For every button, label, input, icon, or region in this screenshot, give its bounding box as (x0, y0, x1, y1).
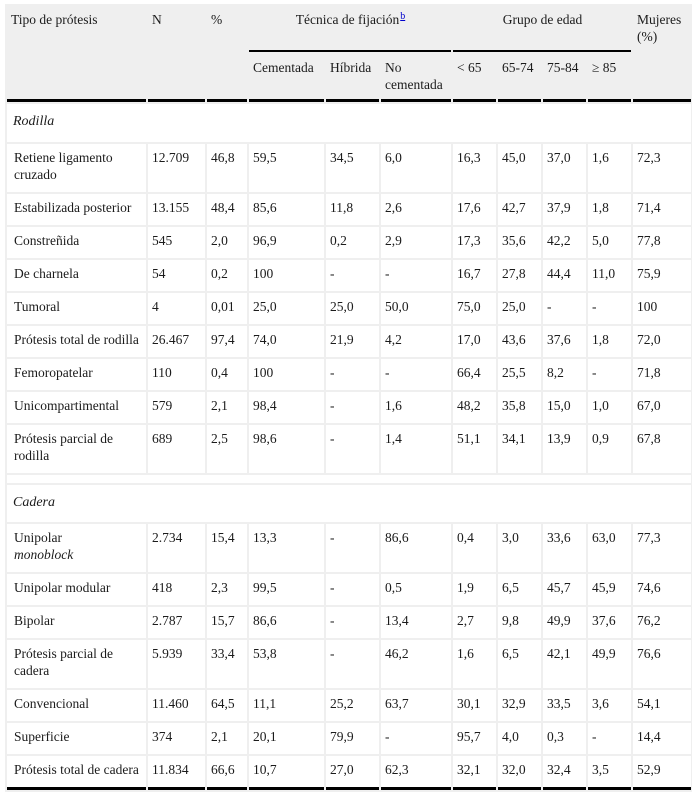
cell-mujeres: 75,9 (633, 260, 691, 291)
cell-hibrida: 27,0 (326, 756, 379, 790)
table-row (7, 392, 691, 423)
cell-n: 2.787 (148, 607, 205, 638)
col-header-no-cementada: No cementada (381, 54, 451, 102)
cell-hibrida: - (326, 359, 379, 390)
row-label (7, 607, 146, 638)
cell-edad-65-74: 43,6 (498, 326, 541, 357)
row-label-text: De charnela (14, 265, 79, 281)
cell-edad-65-74: 35,6 (498, 227, 541, 258)
cell-mujeres: 72,3 (633, 144, 691, 192)
cell-pct: 2,5 (207, 425, 247, 473)
cell-hibrida: 25,2 (326, 690, 379, 721)
row-label-text: Prótesis total de rodilla (14, 331, 139, 347)
row-label-text: Constreñida (14, 232, 80, 248)
cell-edad-65-74: 34,1 (498, 425, 541, 473)
cell-edad-lt65: 16,3 (453, 144, 496, 192)
cell-no-cementada: 13,4 (381, 607, 451, 638)
cell-edad-ge85: - (588, 293, 631, 324)
col-header-edad-ge85: ≥ 85 (588, 54, 631, 102)
cell-n: 4 (148, 293, 205, 324)
cell-edad-lt65: 16,7 (453, 260, 496, 291)
cell-edad-65-74: 6,5 (498, 574, 541, 605)
row-label (7, 293, 146, 324)
cell-edad-75-84: 33,6 (543, 524, 586, 572)
table-row (7, 227, 691, 258)
cell-edad-ge85: 49,9 (588, 640, 631, 688)
row-label-text: Prótesis total de cadera (14, 762, 139, 778)
cell-edad-75-84: - (543, 293, 586, 324)
row-label-text: Superficie (14, 729, 70, 745)
row-label (7, 756, 146, 790)
table-row (7, 194, 691, 225)
cell-pct: 66,6 (207, 756, 247, 790)
cell-pct: 0,01 (207, 293, 247, 324)
row-label-text: Unipolar modular (14, 580, 111, 596)
cell-n: 110 (148, 359, 205, 390)
cell-edad-ge85: - (588, 723, 631, 754)
cell-edad-lt65: 1,6 (453, 640, 496, 688)
cell-edad-lt65: 1,9 (453, 574, 496, 605)
cell-mujeres: 76,2 (633, 607, 691, 638)
row-label-text: Prótesis parcial de cadera (14, 646, 113, 679)
cell-edad-75-84: 0,3 (543, 723, 586, 754)
row-label (7, 690, 146, 721)
cell-cementada: 25,0 (249, 293, 324, 324)
cell-hibrida: 79,9 (326, 723, 379, 754)
cell-edad-ge85: 11,0 (588, 260, 631, 291)
cell-no-cementada: 6,0 (381, 144, 451, 192)
row-label (7, 227, 146, 258)
cell-edad-75-84: 37,9 (543, 194, 586, 225)
cell-no-cementada: - (381, 359, 451, 390)
table-row (7, 425, 691, 473)
cell-no-cementada: 0,5 (381, 574, 451, 605)
col-header-pct: % (207, 6, 247, 102)
cell-n: 374 (148, 723, 205, 754)
cell-no-cementada: 63,7 (381, 690, 451, 721)
col-header-hibrida: Híbrida (326, 54, 379, 102)
footnote-b-link[interactable]: b (400, 10, 406, 22)
cell-no-cementada: 2,6 (381, 194, 451, 225)
row-label (7, 425, 146, 473)
col-header-n: N (148, 6, 205, 102)
row-label-text: Estabilizada posterior (14, 199, 132, 215)
cell-edad-lt65: 17,0 (453, 326, 496, 357)
cell-edad-75-84: 45,7 (543, 574, 586, 605)
cell-edad-ge85: 45,9 (588, 574, 631, 605)
row-label-text: Unicompartimental (14, 397, 119, 413)
cell-edad-lt65: 0,4 (453, 524, 496, 572)
row-label (7, 574, 146, 605)
cell-edad-lt65: 30,1 (453, 690, 496, 721)
cell-cementada: 11,1 (249, 690, 324, 721)
row-label (7, 640, 146, 688)
table-row (7, 574, 691, 605)
cell-cementada: 98,4 (249, 392, 324, 423)
cell-n: 689 (148, 425, 205, 473)
cell-mujeres: 71,4 (633, 194, 691, 225)
table-row (7, 293, 691, 324)
cell-edad-65-74: 35,8 (498, 392, 541, 423)
cell-mujeres: 14,4 (633, 723, 691, 754)
cell-edad-65-74: 3,0 (498, 524, 541, 572)
section-row (7, 104, 691, 142)
cell-pct: 15,4 (207, 524, 247, 572)
cell-mujeres: 77,3 (633, 524, 691, 572)
cell-n: 11.460 (148, 690, 205, 721)
cell-hibrida: 25,0 (326, 293, 379, 324)
cell-edad-ge85: 5,0 (588, 227, 631, 258)
table-row (7, 260, 691, 291)
cell-n: 545 (148, 227, 205, 258)
section-heading: Cadera (7, 485, 691, 523)
col-header-tipo: Tipo de prótesis (7, 6, 146, 102)
cell-pct: 2,0 (207, 227, 247, 258)
cell-pct: 0,4 (207, 359, 247, 390)
cell-hibrida: - (326, 425, 379, 473)
cell-edad-65-74: 27,8 (498, 260, 541, 291)
cell-edad-lt65: 95,7 (453, 723, 496, 754)
cell-pct: 15,7 (207, 607, 247, 638)
cell-no-cementada: 1,4 (381, 425, 451, 473)
cell-no-cementada: 46,2 (381, 640, 451, 688)
cell-hibrida: 21,9 (326, 326, 379, 357)
cell-edad-75-84: 15,0 (543, 392, 586, 423)
cell-edad-65-74: 45,0 (498, 144, 541, 192)
cell-hibrida: - (326, 607, 379, 638)
row-label-text: Bipolar (14, 613, 55, 629)
cell-mujeres: 52,9 (633, 756, 691, 790)
cell-no-cementada: 86,6 (381, 524, 451, 572)
table-body (7, 104, 691, 790)
cell-edad-ge85: 1,8 (588, 326, 631, 357)
cell-cementada: 74,0 (249, 326, 324, 357)
cell-cementada: 13,3 (249, 524, 324, 572)
cell-hibrida: 34,5 (326, 144, 379, 192)
cell-hibrida: 0,2 (326, 227, 379, 258)
cell-edad-75-84: 42,2 (543, 227, 586, 258)
cell-no-cementada: 50,0 (381, 293, 451, 324)
cell-edad-lt65: 2,7 (453, 607, 496, 638)
cell-edad-65-74: 42,7 (498, 194, 541, 225)
cell-pct: 33,4 (207, 640, 247, 688)
row-label-text: Femoropatelar (14, 364, 93, 380)
cell-edad-75-84: 49,9 (543, 607, 586, 638)
cell-cementada: 59,5 (249, 144, 324, 192)
cell-mujeres: 74,6 (633, 574, 691, 605)
cell-cementada: 53,8 (249, 640, 324, 688)
row-label (7, 326, 146, 357)
row-label-text: Tumoral (14, 298, 61, 314)
cell-edad-lt65: 66,4 (453, 359, 496, 390)
cell-edad-65-74: 9,8 (498, 607, 541, 638)
cell-hibrida: - (326, 640, 379, 688)
cell-mujeres: 54,1 (633, 690, 691, 721)
col-header-edad-65-74: 65-74 (498, 54, 541, 102)
section-heading: Rodilla (7, 104, 691, 142)
cell-hibrida: 11,8 (326, 194, 379, 225)
cell-cementada: 85,6 (249, 194, 324, 225)
cell-edad-75-84: 32,4 (543, 756, 586, 790)
cell-cementada: 20,1 (249, 723, 324, 754)
cell-cementada: 86,6 (249, 607, 324, 638)
cell-edad-65-74: 25,0 (498, 293, 541, 324)
cell-hibrida: - (326, 260, 379, 291)
col-header-edad-75-84: 75-84 (543, 54, 586, 102)
cell-cementada: 96,9 (249, 227, 324, 258)
cell-edad-65-74: 25,5 (498, 359, 541, 390)
cell-no-cementada: - (381, 260, 451, 291)
row-label (7, 144, 146, 192)
cell-edad-ge85: 1,0 (588, 392, 631, 423)
table-row (7, 359, 691, 390)
group-tecnica-label: Técnica de fijación (295, 12, 400, 27)
cell-mujeres: 67,8 (633, 425, 691, 473)
cell-hibrida: - (326, 574, 379, 605)
cell-hibrida: - (326, 392, 379, 423)
cell-edad-65-74: 4,0 (498, 723, 541, 754)
cell-cementada: 100 (249, 260, 324, 291)
row-label (7, 359, 146, 390)
cell-cementada: 99,5 (249, 574, 324, 605)
cell-pct: 0,2 (207, 260, 247, 291)
section-spacer (7, 475, 691, 483)
table-header (7, 6, 691, 102)
col-group-edad: Grupo de edad (453, 6, 631, 52)
cell-edad-lt65: 17,6 (453, 194, 496, 225)
cell-edad-lt65: 32,1 (453, 756, 496, 790)
cell-no-cementada: 4,2 (381, 326, 451, 357)
cell-edad-ge85: 37,6 (588, 607, 631, 638)
cell-hibrida: - (326, 524, 379, 572)
header-row-groups (7, 6, 691, 52)
cell-edad-65-74: 32,0 (498, 756, 541, 790)
cell-n: 11.834 (148, 756, 205, 790)
cell-edad-75-84: 37,6 (543, 326, 586, 357)
table-row (7, 756, 691, 790)
section-row (7, 485, 691, 523)
cell-no-cementada: 1,6 (381, 392, 451, 423)
table-row (7, 723, 691, 754)
section-spacer-row (7, 475, 691, 483)
cell-n: 579 (148, 392, 205, 423)
cell-pct: 97,4 (207, 326, 247, 357)
cell-no-cementada: - (381, 723, 451, 754)
table-row (7, 524, 691, 572)
row-label-text: Prótesis parcial de rodilla (14, 430, 113, 463)
cell-n: 54 (148, 260, 205, 291)
cell-mujeres: 76,6 (633, 640, 691, 688)
table-row (7, 607, 691, 638)
cell-pct: 64,5 (207, 690, 247, 721)
cell-edad-65-74: 32,9 (498, 690, 541, 721)
cell-edad-ge85: - (588, 359, 631, 390)
col-header-edad-lt65: < 65 (453, 54, 496, 102)
cell-edad-75-84: 44,4 (543, 260, 586, 291)
row-label (7, 194, 146, 225)
cell-n: 418 (148, 574, 205, 605)
cell-mujeres: 71,8 (633, 359, 691, 390)
cell-edad-75-84: 37,0 (543, 144, 586, 192)
prosthesis-table (5, 4, 692, 792)
cell-edad-lt65: 51,1 (453, 425, 496, 473)
row-label (7, 260, 146, 291)
col-header-mujeres: Mujeres (%) (633, 6, 691, 102)
cell-n: 5.939 (148, 640, 205, 688)
cell-edad-75-84: 33,5 (543, 690, 586, 721)
cell-n: 2.734 (148, 524, 205, 572)
cell-mujeres: 67,0 (633, 392, 691, 423)
col-group-tecnica (249, 6, 451, 52)
cell-mujeres: 72,0 (633, 326, 691, 357)
col-header-cementada: Cementada (249, 54, 324, 102)
row-label (7, 723, 146, 754)
cell-edad-75-84: 42,1 (543, 640, 586, 688)
cell-edad-lt65: 17,3 (453, 227, 496, 258)
cell-edad-ge85: 1,6 (588, 144, 631, 192)
cell-pct: 2,3 (207, 574, 247, 605)
cell-edad-75-84: 8,2 (543, 359, 586, 390)
cell-cementada: 100 (249, 359, 324, 390)
row-label-text: Unipolar (14, 530, 62, 546)
cell-n: 26.467 (148, 326, 205, 357)
cell-edad-ge85: 0,9 (588, 425, 631, 473)
cell-cementada: 98,6 (249, 425, 324, 473)
cell-edad-lt65: 75,0 (453, 293, 496, 324)
cell-edad-ge85: 1,8 (588, 194, 631, 225)
cell-edad-lt65: 48,2 (453, 392, 496, 423)
cell-mujeres: 77,8 (633, 227, 691, 258)
table-row (7, 640, 691, 688)
cell-n: 13.155 (148, 194, 205, 225)
cell-mujeres: 100 (633, 293, 691, 324)
table-row (7, 690, 691, 721)
row-label (7, 392, 146, 423)
cell-no-cementada: 2,9 (381, 227, 451, 258)
row-label-italic: monoblock (14, 547, 74, 563)
cell-edad-ge85: 63,0 (588, 524, 631, 572)
cell-cementada: 10,7 (249, 756, 324, 790)
cell-edad-ge85: 3,6 (588, 690, 631, 721)
cell-edad-ge85: 3,5 (588, 756, 631, 790)
table-row (7, 326, 691, 357)
cell-edad-75-84: 13,9 (543, 425, 586, 473)
cell-edad-65-74: 6,5 (498, 640, 541, 688)
cell-no-cementada: 62,3 (381, 756, 451, 790)
cell-pct: 2,1 (207, 392, 247, 423)
row-label-text: Retiene ligamento cruzado (14, 149, 113, 182)
cell-n: 12.709 (148, 144, 205, 192)
cell-pct: 46,8 (207, 144, 247, 192)
table-row (7, 144, 691, 192)
cell-pct: 2,1 (207, 723, 247, 754)
row-label-text: Convencional (14, 696, 89, 712)
row-label (7, 524, 146, 572)
cell-pct: 48,4 (207, 194, 247, 225)
